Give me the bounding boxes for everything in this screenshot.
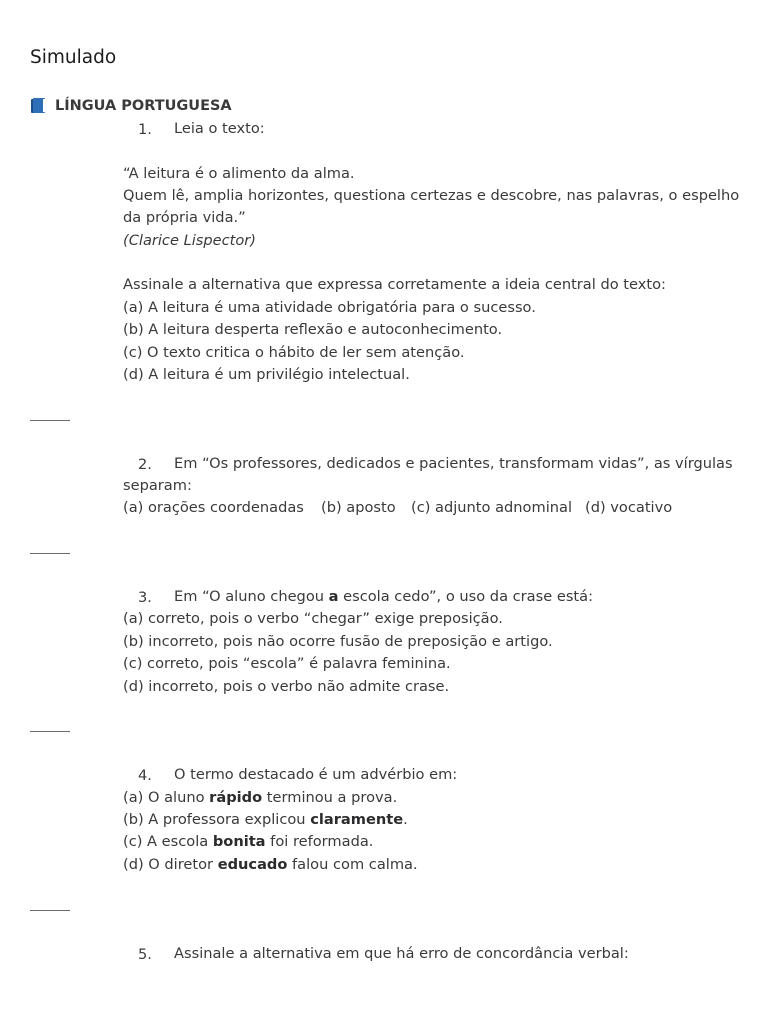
option-d: (d) incorreto, pois o verbo não admite crase. bbox=[123, 678, 450, 695]
section-heading bbox=[30, 97, 232, 114]
option-a: (a) A leitura é uma atividade obrigatória para o sucesso. bbox=[123, 299, 536, 316]
option-text: (c) A escola bbox=[123, 833, 213, 850]
option-text: foi reformada. bbox=[265, 833, 374, 850]
highlighted-term: rápido bbox=[209, 789, 263, 806]
option-text: (b) A professora explicou bbox=[123, 811, 311, 828]
blue-book-icon bbox=[30, 97, 47, 114]
highlighted-term: a bbox=[328, 588, 339, 605]
question-1-number: 1. bbox=[138, 121, 152, 138]
option-text: falou com calma. bbox=[287, 856, 418, 873]
divider bbox=[30, 420, 70, 421]
question-4-stem: O termo destacado é um advérbio em: bbox=[174, 766, 458, 783]
option-a: (a) orações coordenadas bbox=[123, 499, 304, 516]
option-text: . bbox=[403, 811, 408, 828]
divider bbox=[30, 731, 70, 732]
question-2-stem-cont: separam: bbox=[123, 477, 192, 494]
quote-author: (Clarice Lispector) bbox=[123, 232, 256, 249]
option-b: (b) aposto bbox=[321, 499, 396, 516]
option-b bbox=[123, 809, 408, 831]
option-b: (b) A leitura desperta reflexão e autoconhecimento. bbox=[123, 321, 503, 338]
question-3-stem bbox=[174, 586, 593, 608]
section-label: LÍNGUA PORTUGUESA bbox=[55, 97, 232, 114]
option-text: (d) O diretor bbox=[123, 856, 218, 873]
option-c: (c) adjunto adnominal bbox=[411, 499, 573, 516]
option-d: (d) A leitura é um privilégio intelectual. bbox=[123, 366, 410, 383]
page-title: Simulado bbox=[30, 47, 117, 68]
highlighted-term: educado bbox=[217, 856, 288, 873]
option-b: (b) incorreto, pois não ocorre fusão de preposição e artigo. bbox=[123, 633, 553, 650]
highlighted-term: bonita bbox=[212, 833, 266, 850]
option-a: (a) correto, pois o verbo “chegar” exige preposição. bbox=[123, 610, 503, 627]
option-c: (c) correto, pois “escola” é palavra feminina. bbox=[123, 655, 451, 672]
option-c bbox=[123, 831, 373, 853]
option-a bbox=[123, 787, 397, 809]
question-2-stem: Em “Os professores, dedicados e pacientes, transformam vidas”, as vírgulas bbox=[174, 455, 733, 472]
quote-line: “A leitura é o alimento da alma. bbox=[123, 165, 355, 182]
question-1-intro: Leia o texto: bbox=[174, 120, 265, 137]
quote-line: Quem lê, amplia horizontes, questiona certezas e descobre, nas palavras, o espelho bbox=[123, 187, 740, 204]
stem-text: escola cedo”, o uso da crase está: bbox=[338, 588, 594, 605]
divider bbox=[30, 553, 70, 554]
option-text: terminou a prova. bbox=[262, 789, 398, 806]
option-text: (a) O aluno bbox=[123, 789, 210, 806]
question-1-prompt: Assinale a alternativa que expressa corretamente a ideia central do texto: bbox=[123, 276, 666, 293]
question-2-number: 2. bbox=[138, 456, 152, 473]
question-3-number: 3. bbox=[138, 589, 152, 606]
quote-line: da própria vida.” bbox=[123, 209, 246, 226]
highlighted-term: claramente bbox=[310, 811, 404, 828]
question-5-stem: Assinale a alternativa em que há erro de concordância verbal: bbox=[174, 945, 629, 962]
question-4-number: 4. bbox=[138, 767, 152, 784]
divider bbox=[30, 910, 70, 911]
question-5-number: 5. bbox=[138, 946, 152, 963]
option-d: (d) vocativo bbox=[585, 499, 673, 516]
option-c: (c) O texto critica o hábito de ler sem atenção. bbox=[123, 344, 465, 361]
stem-text: Em “O aluno chegou bbox=[174, 588, 329, 605]
option-d bbox=[123, 854, 418, 876]
